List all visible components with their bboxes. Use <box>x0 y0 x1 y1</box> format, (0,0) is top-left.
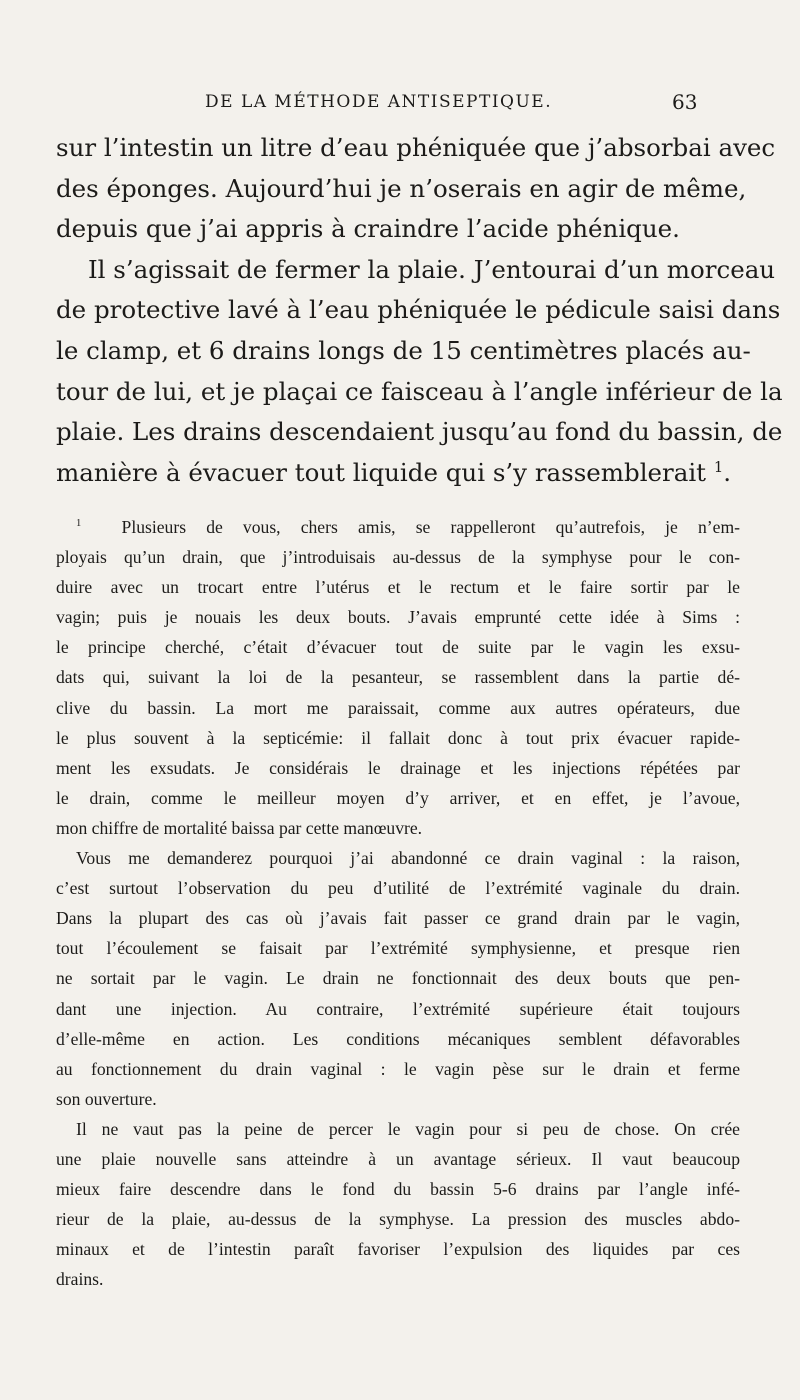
text-line: le drain, comme le meilleur moyen d’y arriver, et en effet, je l’avoue, <box>56 787 740 808</box>
text-line: Vous me demanderez pourquoi j’ai abandonné ce drain vaginal : la raison, <box>76 848 740 869</box>
text-line: le clamp, et 6 drains longs de 15 centimètres placés au- <box>56 335 751 365</box>
footnote-marker: 1 <box>76 518 82 530</box>
paragraph-2 <box>56 250 783 494</box>
text-line: rieur de la plaie, au-dessus de la symphyse. La pression des muscles abdo- <box>56 1209 740 1230</box>
text-line: tout l’écoulement se faisait par l’extrémité symphysienne, et presque rien <box>56 938 740 959</box>
text-line: sur l’intestin un litre d’eau phéniquée que j’absorbai avec <box>56 133 776 162</box>
text-line: mon chiffre de mortalité baissa par cette manœuvre. <box>56 817 423 838</box>
footnote-reference: 1 <box>713 458 724 476</box>
text-line: ment les exsudats. Je considérais le drainage et les injections répétées par <box>56 757 740 778</box>
paragraph-1 <box>56 128 776 250</box>
text-line: le plus souvent à la septicémie: il fallait donc à tout prix évacuer rapide- <box>56 727 740 748</box>
text-line: clive du bassin. La mort me paraissait, comme aux autres opérateurs, due <box>56 697 740 718</box>
text-line: vagin; puis je nouais les deux bouts. J’avais emprunté cette idée à Sims : <box>56 607 740 628</box>
text-line: Dans la plupart des cas où j’avais fait passer ce grand drain par le vagin, <box>56 908 740 929</box>
text-line: Il ne vaut pas la peine de percer le vagin pour si peu de chose. On crée <box>76 1118 740 1139</box>
text-line: depuis que j’ai appris à craindre l’acide phénique. <box>56 214 680 244</box>
running-head <box>0 92 800 122</box>
text-line <box>56 512 740 542</box>
text-line: au fonctionnement du drain vaginal : le vagin pèse sur le drain et ferme <box>56 1058 740 1079</box>
text-line: des éponges. Aujourd’hui je n’oserais en agir de même, <box>56 173 747 203</box>
text-line: dant une injection. Au contraire, l’extrémité supérieure était toujours <box>56 998 740 1019</box>
text-line: manière à évacuer tout liquide qui s’y rassemblerait $^1$. <box>56 457 731 487</box>
text-line: mieux faire descendre dans le fond du bassin 5-6 drains par l’angle infé- <box>56 1179 740 1200</box>
text-line: duire avec un trocart entre l’utérus et le rectum et le faire sortir par le <box>56 577 740 598</box>
text-line: Il s’agissait de fermer la plaie. J’entourai d’un morceau <box>88 254 776 284</box>
text-line: drains. <box>56 1269 104 1290</box>
text-line-content: Plusieurs de vous, chers amis, se rappelleront qu’autrefois, je n’em- <box>121 517 740 537</box>
text-line: dats qui, suivant la loi de la pesanteur, se rassemblent dans la partie dé- <box>56 667 740 688</box>
text-line: ne sortait par le vagin. Le drain ne fonctionnait des deux bouts que pen- <box>56 968 740 989</box>
text-line: plaie. Les drains descendaient jusqu’au fond du bassin, de <box>56 417 783 447</box>
text-line: une plaie nouvelle sans atteindre à un avantage sérieux. Il vaut beaucoup <box>56 1148 740 1169</box>
text-line: tour de lui, et je plaçai ce faisceau à l’angle inférieur de la <box>56 376 783 406</box>
text-line: d’elle-même en action. Les conditions mécaniques semblent défavorables <box>56 1028 740 1049</box>
text-line: de protective lavé à l’eau phéniquée le pédicule saisi dans <box>56 295 781 325</box>
page-number: 63 <box>672 90 698 114</box>
text-line: son ouverture. <box>56 1088 157 1109</box>
running-title: DE LA MÉTHODE ANTISEPTIQUE. <box>205 92 553 112</box>
main-text <box>56 128 783 493</box>
footnote <box>56 512 740 1294</box>
text-line: minaux et de l’intestin paraît favoriser l’expulsion des liquides par ces <box>56 1239 740 1260</box>
text-line: le principe cherché, c’était d’évacuer tout de suite par le vagin les exsu- <box>56 637 740 658</box>
text-line: ployais qu’un drain, que j’introduisais au-dessus de la symphyse pour le con- <box>56 547 740 568</box>
text-line-content: manière à évacuer tout liquide qui s’y rassemblerait <box>56 457 707 487</box>
text-line: c’est surtout l’observation du peu d’utilité de l’extrémité vaginale du drain. <box>56 878 740 899</box>
